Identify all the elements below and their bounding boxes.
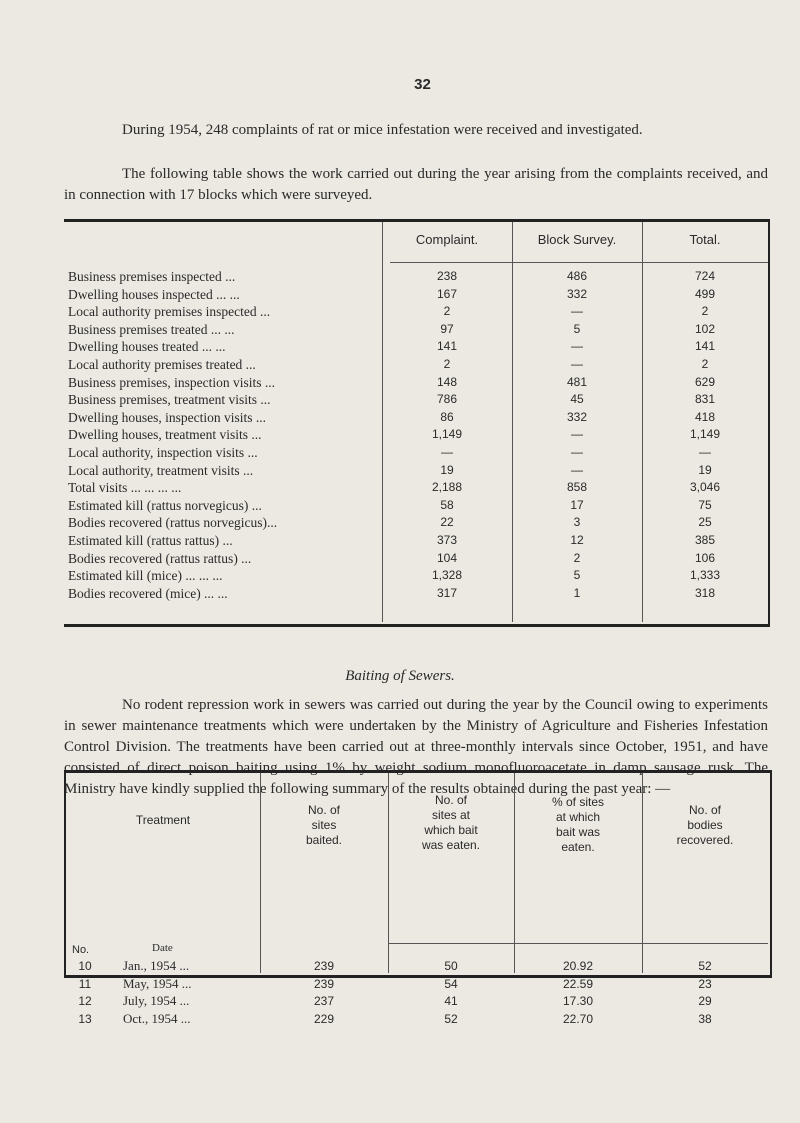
complaint-cell: 167 (436, 286, 458, 301)
sites-eaten-cell: 52 (444, 1011, 458, 1026)
sites-baited-cell: 237 (313, 994, 335, 1008)
date-cell: Oct., 1954 ... (123, 1010, 191, 1026)
no-cell: 10 (78, 959, 92, 973)
complaint-cell: — (441, 444, 453, 459)
row-label: Business premises, treatment visits ... (68, 392, 271, 408)
header-line: No. of (688, 803, 721, 817)
total-cell: 106 (694, 550, 716, 565)
block-survey-cell: 45 (570, 392, 584, 407)
intro-paragraph-2: The following table shows the work carried out during the year arising from the complaints received, and in connection with 17 blocks which were surveyed. (64, 166, 768, 203)
block-survey-cell: — (571, 356, 583, 371)
complaint-cell: 1,328 (431, 568, 463, 583)
row-label: Bodies recovered (rattus rattus) ... (68, 550, 252, 566)
bodies-cell: 23 (698, 976, 712, 991)
work-summary-table (64, 219, 770, 627)
header-line: bodies (687, 818, 723, 832)
header-sites-eaten (388, 793, 514, 853)
sites-eaten-cell: 41 (444, 994, 458, 1008)
row-label: Local authority premises inspected ... (68, 304, 271, 320)
header-percent-eaten (514, 795, 642, 855)
row-label: Local authority, treatment visits ... (68, 462, 254, 478)
block-survey-cell: — (571, 427, 583, 442)
table-row (64, 321, 768, 339)
row-label: Dwelling houses treated ... ... (68, 339, 226, 355)
total-cell: 141 (694, 339, 716, 354)
work-summary-table-header (64, 222, 768, 262)
sites-eaten-cell: 54 (444, 976, 458, 991)
baiting-paragraph: No rodent repression work in sewers was carried out during the year by the Council owing to experiments in sewer maintenance treatments which were undertaken by the Ministry of Agriculture and Fisheries Infestation Control Division. The treatments have been carried out at three-monthly intervals since October, 1951, and have consisted of direct poison baiting using 1% by weight sodium monofluoroacetate in damp sausage rusk. The Ministry have kindly supplied the following summary of the results obtained during the past year: — (64, 697, 768, 797)
block-survey-cell: 5 (573, 568, 581, 583)
total-cell: 1,149 (689, 427, 721, 442)
block-survey-cell: 332 (566, 409, 588, 424)
header-total: Total. (689, 232, 721, 247)
table-row (64, 268, 768, 286)
complaint-cell: 141 (436, 339, 458, 354)
table-row (64, 479, 768, 497)
header-rule (388, 943, 768, 944)
no-cell: 13 (78, 1011, 92, 1026)
header-line: which bait (424, 823, 478, 837)
header-sites-baited (260, 803, 388, 848)
total-cell: 25 (698, 515, 712, 530)
row-label: Local authority premises treated ... (68, 356, 256, 372)
header-line: sites at (431, 808, 470, 822)
table-row (64, 444, 768, 462)
table-row (64, 567, 768, 585)
no-cell: 11 (78, 976, 92, 991)
complaint-cell: 97 (440, 321, 454, 336)
sites-baited-cell: 239 (313, 959, 335, 973)
block-survey-cell: 12 (570, 532, 584, 547)
block-survey-cell: 486 (566, 269, 588, 283)
total-cell: 318 (694, 585, 716, 600)
date-cell: May, 1954 ... (123, 975, 192, 991)
table-row (64, 426, 768, 444)
row-label: Estimated kill (rattus norvegicus) ... (68, 497, 262, 513)
block-survey-cell: 17 (570, 497, 584, 512)
baiting-heading: Baiting of Sewers. (345, 668, 455, 684)
header-line: bait was (555, 825, 601, 839)
total-cell: 831 (694, 392, 716, 407)
block-survey-cell: 3 (573, 515, 581, 530)
row-label: Estimated kill (mice) ... ... ... (68, 568, 223, 584)
block-survey-cell: — (571, 462, 583, 477)
total-cell: 19 (698, 462, 712, 477)
complaint-cell: 2,188 (431, 480, 463, 495)
table-row (66, 1011, 770, 1027)
table-row (64, 550, 768, 568)
complaint-cell: 104 (436, 550, 458, 565)
table-row (64, 338, 768, 356)
total-cell: 629 (694, 374, 716, 389)
row-label: Total visits ... ... ... ... (68, 480, 182, 496)
header-line: recovered. (676, 833, 734, 847)
table-row (66, 976, 770, 992)
sewer-baiting-table (64, 770, 772, 1026)
header-line: at which (555, 810, 601, 824)
header-line: eaten. (561, 840, 595, 854)
table-row (64, 514, 768, 532)
block-survey-cell: 481 (566, 374, 588, 389)
total-cell: 1,333 (689, 568, 721, 583)
block-survey-cell: — (571, 444, 583, 459)
header-rule (390, 262, 768, 263)
row-label: Estimated kill (rattus rattus) ... (68, 532, 233, 548)
row-label: Business premises treated ... ... (68, 321, 235, 337)
header-line: sites (311, 818, 337, 832)
total-cell: 499 (694, 286, 716, 301)
row-label: Bodies recovered (rattus norvegicus)... (68, 515, 278, 531)
table-row (64, 585, 768, 603)
percent-eaten-cell: 22.59 (562, 976, 594, 991)
date-cell: Jan., 1954 ... (123, 958, 190, 973)
table-row (64, 303, 768, 321)
header-block-survey: Block Survey. (537, 232, 617, 247)
date-cell: July, 1954 ... (123, 993, 190, 1008)
percent-eaten-cell: 20.92 (562, 959, 594, 973)
block-survey-cell: 858 (566, 480, 588, 495)
table-row (66, 958, 770, 974)
bodies-cell: 29 (698, 994, 712, 1008)
header-line: baited. (305, 833, 343, 847)
header-line: No. of (434, 793, 467, 807)
row-label: Business premises inspected ... (68, 269, 236, 284)
table-row (64, 286, 768, 304)
header-line: % of sites (551, 795, 605, 809)
table-row (66, 993, 770, 1009)
table-row (64, 356, 768, 374)
table-row (64, 374, 768, 392)
complaint-cell: 2 (443, 304, 451, 319)
row-label: Dwelling houses inspected ... ... (68, 286, 240, 302)
row-label: Bodies recovered (mice) ... ... (68, 585, 228, 601)
complaint-cell: 786 (436, 392, 458, 407)
sites-baited-cell: 239 (313, 976, 335, 991)
total-cell: — (699, 444, 711, 459)
total-cell: 724 (694, 269, 716, 283)
header-bodies (642, 803, 768, 848)
complaint-cell: 1,149 (431, 427, 463, 442)
complaint-cell: 238 (436, 269, 458, 283)
table-row (64, 409, 768, 427)
total-cell: 3,046 (689, 480, 721, 495)
header-no: No. (72, 944, 90, 956)
complaint-cell: 373 (436, 532, 458, 547)
block-survey-cell: 332 (566, 286, 588, 301)
complaint-cell: 19 (440, 462, 454, 477)
row-label: Dwelling houses, treatment visits ... (68, 427, 262, 443)
work-summary-rows (64, 268, 768, 602)
header-date: Date (152, 942, 173, 954)
no-cell: 12 (78, 994, 92, 1008)
row-label: Dwelling houses, inspection visits ... (68, 409, 266, 425)
table-row (64, 532, 768, 550)
table-row (64, 497, 768, 515)
total-cell: 418 (694, 409, 716, 424)
complaint-cell: 317 (436, 585, 458, 600)
complaint-cell: 2 (443, 356, 451, 371)
header-complaint: Complaint. (415, 232, 479, 247)
complaint-cell: 58 (440, 497, 454, 512)
block-survey-cell: 1 (573, 585, 581, 600)
block-survey-cell: — (571, 339, 583, 354)
total-cell: 2 (701, 304, 709, 319)
block-survey-cell: — (571, 304, 583, 319)
bodies-cell: 38 (698, 1011, 712, 1026)
header-line: was eaten. (421, 838, 481, 852)
sites-baited-cell: 229 (313, 1011, 335, 1026)
row-label: Business premises, inspection visits ... (68, 374, 275, 390)
page-number: 32 (414, 76, 431, 93)
complaint-cell: 148 (436, 374, 458, 389)
complaint-cell: 22 (440, 515, 454, 530)
sites-eaten-cell: 50 (444, 959, 458, 973)
block-survey-cell: 2 (573, 550, 581, 565)
total-cell: 2 (701, 356, 709, 371)
row-label: Local authority, inspection visits ... (68, 444, 258, 460)
total-cell: 385 (694, 532, 716, 547)
percent-eaten-cell: 17.30 (562, 994, 594, 1008)
header-line: No. of (307, 803, 340, 817)
complaint-cell: 86 (440, 409, 454, 424)
total-cell: 75 (698, 497, 712, 512)
table-row (64, 462, 768, 480)
intro-paragraph-1: During 1954, 248 complaints of rat or mice infestation were received and investigated. (122, 122, 643, 138)
table-row (64, 391, 768, 409)
percent-eaten-cell: 22.70 (562, 1011, 594, 1026)
bodies-cell: 52 (698, 959, 712, 973)
header-treatment: Treatment (135, 813, 191, 827)
block-survey-cell: 5 (573, 321, 581, 336)
total-cell: 102 (694, 321, 716, 336)
